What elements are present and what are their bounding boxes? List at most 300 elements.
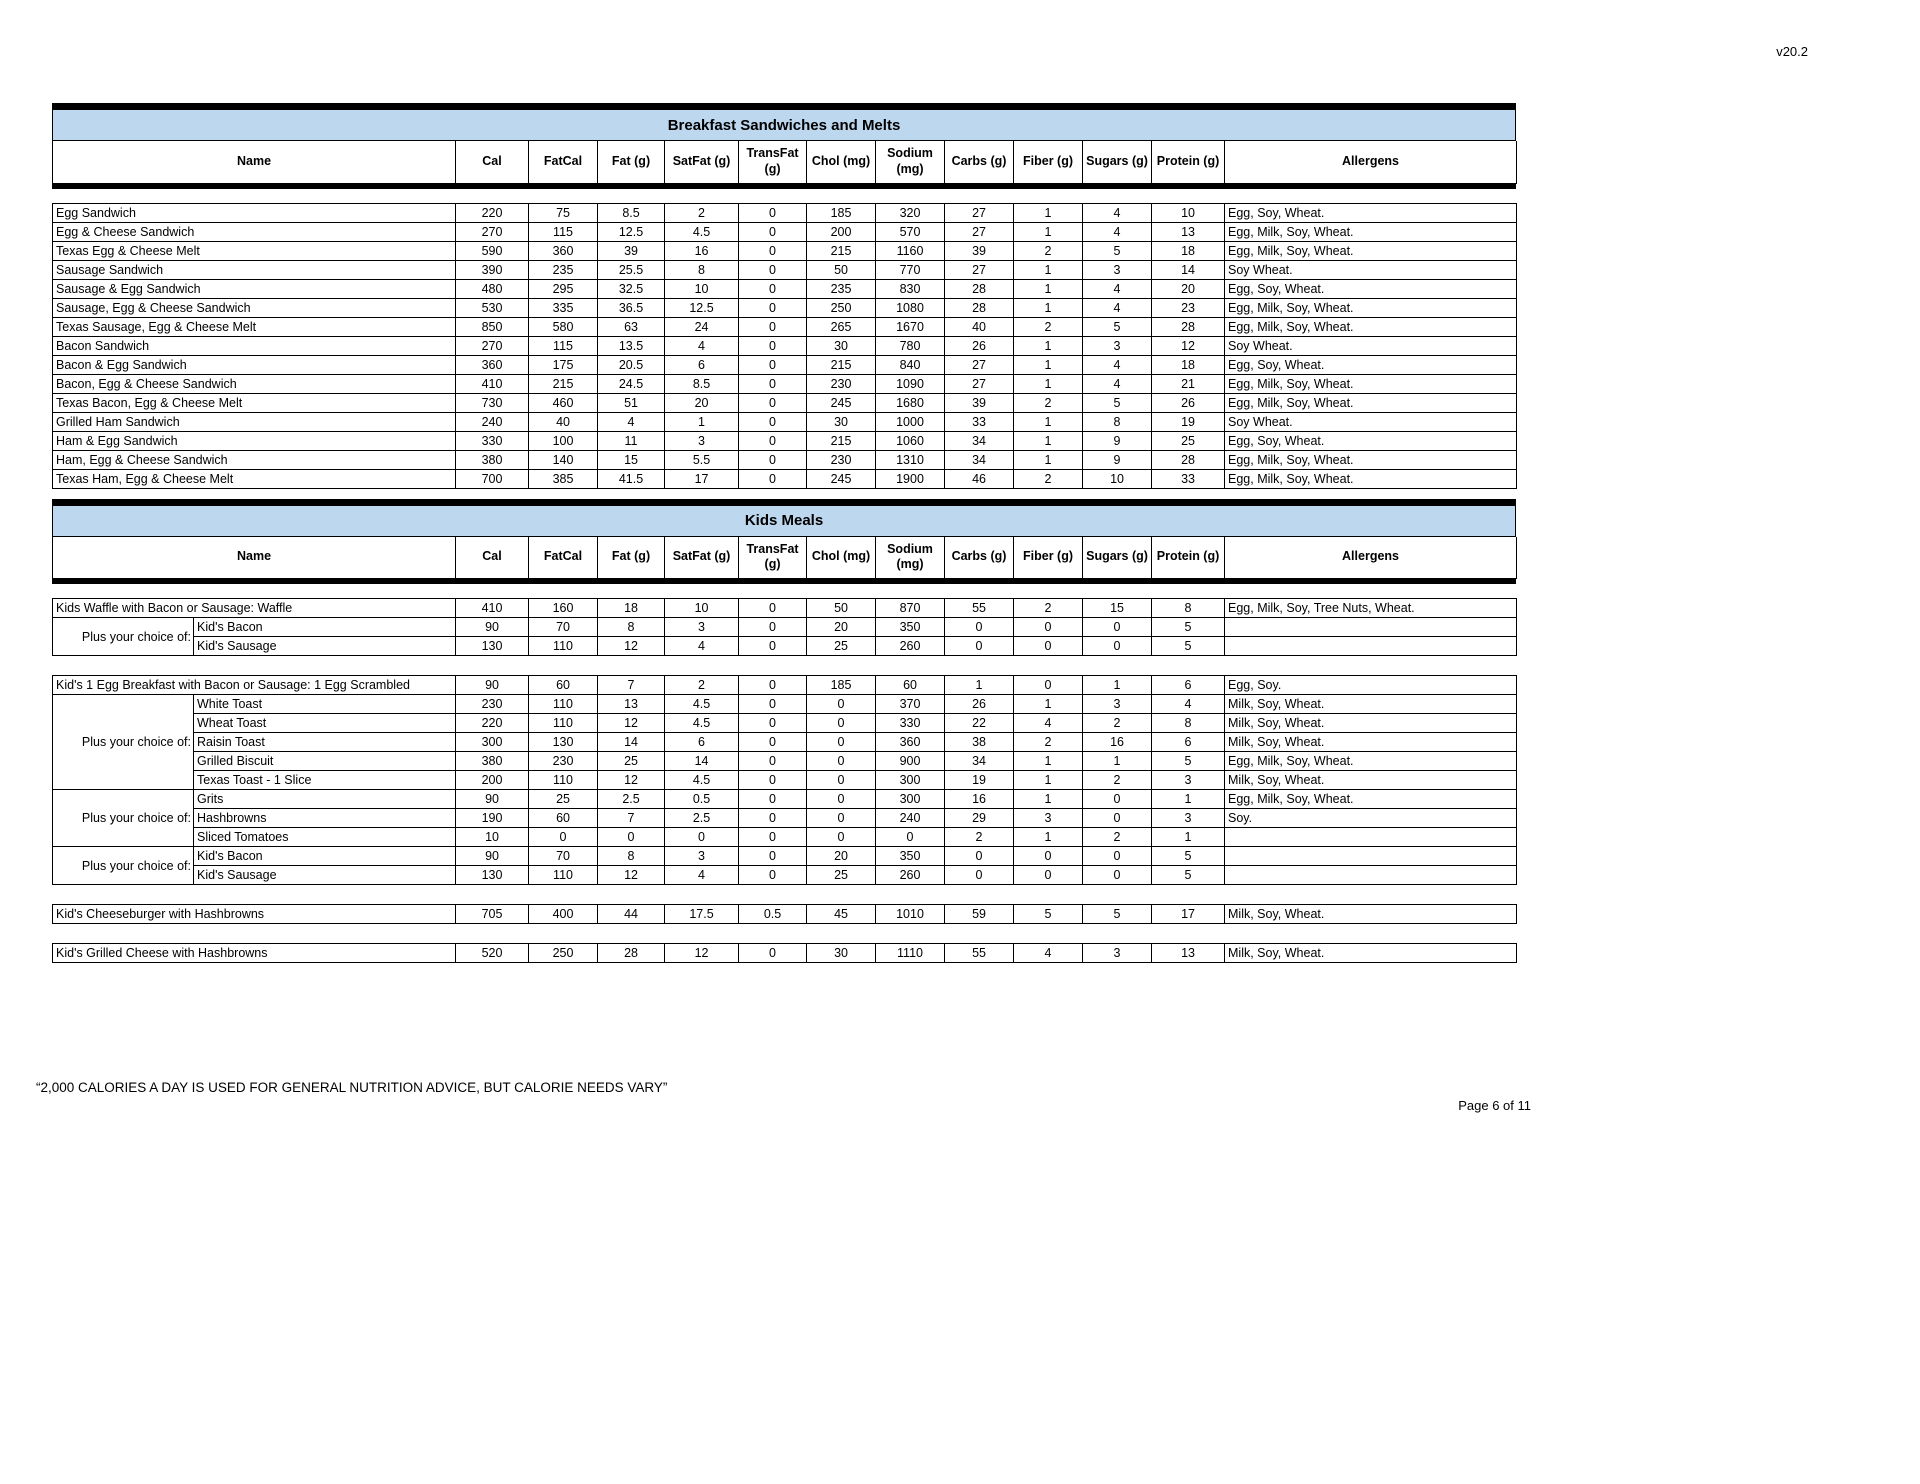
value-cell: 160 [529, 599, 598, 618]
value-cell: 0 [739, 847, 807, 866]
allergens-cell: Soy Wheat. [1225, 412, 1517, 431]
value-cell: 0 [1083, 809, 1152, 828]
value-cell: 0 [739, 374, 807, 393]
value-cell: 2 [1083, 828, 1152, 847]
value-cell: 110 [529, 695, 598, 714]
value-cell: 2 [1014, 599, 1083, 618]
page-number: Page 6 of 11 [1458, 1098, 1531, 1113]
row-name-cell: Kid's 1 Egg Breakfast with Bacon or Sausage: 1 Egg Scrambled [53, 676, 456, 695]
column-header: Sugars (g) [1083, 141, 1152, 183]
column-header: Chol (mg) [807, 537, 876, 579]
value-cell: 270 [456, 336, 529, 355]
value-cell: 27 [945, 203, 1014, 222]
value-cell: 410 [456, 599, 529, 618]
table-row [53, 374, 1517, 393]
value-cell: 460 [529, 393, 598, 412]
value-cell: 10 [665, 279, 739, 298]
column-header: Allergens [1225, 537, 1517, 579]
value-cell: 4.5 [665, 222, 739, 241]
group-label-cell: Plus your choice of: [53, 847, 194, 885]
value-cell: 370 [876, 695, 945, 714]
table-row [53, 790, 1517, 809]
value-cell: 25 [1152, 431, 1225, 450]
value-cell: 28 [945, 279, 1014, 298]
row-name-cell: Raisin Toast [194, 733, 456, 752]
row-name-cell: Texas Bacon, Egg & Cheese Melt [53, 393, 456, 412]
allergens-cell [1225, 618, 1517, 637]
row-name-cell: Kid's Sausage [194, 866, 456, 885]
value-cell: 1900 [876, 469, 945, 488]
value-cell: 1080 [876, 298, 945, 317]
allergens-cell [1225, 637, 1517, 656]
value-cell: 0 [739, 393, 807, 412]
version-label: v20.2 [1776, 44, 1808, 59]
value-cell: 16 [665, 241, 739, 260]
allergens-cell: Egg, Soy, Wheat. [1225, 203, 1517, 222]
value-cell: 130 [529, 733, 598, 752]
value-cell: 0 [739, 431, 807, 450]
value-cell: 17 [665, 469, 739, 488]
value-cell: 8 [1152, 714, 1225, 733]
value-cell: 39 [945, 393, 1014, 412]
table-row [53, 298, 1517, 317]
value-cell: 780 [876, 336, 945, 355]
value-cell: 34 [945, 450, 1014, 469]
row-name-cell: Bacon Sandwich [53, 336, 456, 355]
value-cell: 20 [1152, 279, 1225, 298]
value-cell: 70 [529, 847, 598, 866]
divider-top [52, 103, 1516, 110]
allergens-cell: Milk, Soy, Wheat. [1225, 771, 1517, 790]
value-cell: 0 [739, 944, 807, 963]
column-header: Fat (g) [598, 537, 665, 579]
column-header: Carbs (g) [945, 141, 1014, 183]
value-cell: 18 [1152, 241, 1225, 260]
value-cell: 5 [1083, 393, 1152, 412]
value-cell: 38 [945, 733, 1014, 752]
value-cell: 300 [876, 771, 945, 790]
row-name-cell: Kid's Sausage [194, 637, 456, 656]
column-header: SatFat (g) [665, 537, 739, 579]
value-cell: 215 [807, 431, 876, 450]
value-cell: 250 [529, 944, 598, 963]
column-header: SatFat (g) [665, 141, 739, 183]
value-cell: 26 [945, 336, 1014, 355]
value-cell: 0 [1083, 847, 1152, 866]
value-cell: 27 [945, 355, 1014, 374]
column-header: Sodium (mg) [876, 141, 945, 183]
value-cell: 260 [876, 866, 945, 885]
breakfast-table-title: Breakfast Sandwiches and Melts [52, 110, 1516, 141]
value-cell: 1090 [876, 374, 945, 393]
value-cell: 32.5 [598, 279, 665, 298]
value-cell: 705 [456, 905, 529, 924]
value-cell: 0 [807, 828, 876, 847]
value-cell: 2 [1014, 241, 1083, 260]
value-cell: 0 [1083, 637, 1152, 656]
value-cell: 0 [739, 241, 807, 260]
value-cell: 1310 [876, 450, 945, 469]
row-name-cell: Sliced Tomatoes [194, 828, 456, 847]
column-header: Cal [456, 141, 529, 183]
value-cell: 44 [598, 905, 665, 924]
group-label-cell: Plus your choice of: [53, 790, 194, 847]
value-cell: 30 [807, 412, 876, 431]
value-cell: 6 [665, 733, 739, 752]
value-cell: 40 [945, 317, 1014, 336]
value-cell: 39 [598, 241, 665, 260]
value-cell: 0 [665, 828, 739, 847]
value-cell: 385 [529, 469, 598, 488]
kids-data-table [52, 943, 1517, 963]
column-header: Fiber (g) [1014, 141, 1083, 183]
value-cell: 2.5 [598, 790, 665, 809]
header-row [53, 537, 1517, 579]
group-label-cell: Plus your choice of: [53, 695, 194, 790]
value-cell: 90 [456, 676, 529, 695]
value-cell: 1 [1083, 676, 1152, 695]
value-cell: 12 [665, 944, 739, 963]
allergens-cell: Soy Wheat. [1225, 336, 1517, 355]
value-cell: 13 [1152, 222, 1225, 241]
value-cell: 10 [665, 599, 739, 618]
value-cell: 1 [945, 676, 1014, 695]
value-cell: 0 [739, 336, 807, 355]
row-name-cell: Texas Ham, Egg & Cheese Melt [53, 469, 456, 488]
column-header: TransFat (g) [739, 141, 807, 183]
value-cell: 175 [529, 355, 598, 374]
value-cell: 0 [807, 695, 876, 714]
value-cell: 0 [739, 450, 807, 469]
value-cell: 410 [456, 374, 529, 393]
allergens-cell: Soy Wheat. [1225, 260, 1517, 279]
allergens-cell [1225, 847, 1517, 866]
value-cell: 18 [1152, 355, 1225, 374]
value-cell: 34 [945, 431, 1014, 450]
value-cell: 130 [456, 637, 529, 656]
column-header: Carbs (g) [945, 537, 1014, 579]
value-cell: 33 [1152, 469, 1225, 488]
value-cell: 590 [456, 241, 529, 260]
value-cell: 26 [945, 695, 1014, 714]
value-cell: 220 [456, 714, 529, 733]
value-cell: 19 [945, 771, 1014, 790]
row-name-cell: Texas Sausage, Egg & Cheese Melt [53, 317, 456, 336]
value-cell: 350 [876, 618, 945, 637]
value-cell: 13 [598, 695, 665, 714]
value-cell: 25.5 [598, 260, 665, 279]
value-cell: 10 [456, 828, 529, 847]
value-cell: 110 [529, 866, 598, 885]
value-cell: 1 [1014, 374, 1083, 393]
row-name-cell: Ham & Egg Sandwich [53, 431, 456, 450]
row-name-cell: Grits [194, 790, 456, 809]
value-cell: 24 [665, 317, 739, 336]
value-cell: 570 [876, 222, 945, 241]
allergens-cell: Egg, Milk, Soy, Wheat. [1225, 317, 1517, 336]
value-cell: 29 [945, 809, 1014, 828]
value-cell: 0 [1014, 676, 1083, 695]
value-cell: 0 [739, 752, 807, 771]
value-cell: 185 [807, 203, 876, 222]
value-cell: 0 [1083, 618, 1152, 637]
breakfast-sandwiches-section [52, 103, 1516, 489]
value-cell: 230 [529, 752, 598, 771]
breakfast-data-table [52, 203, 1517, 489]
value-cell: 1 [665, 412, 739, 431]
value-cell: 380 [456, 752, 529, 771]
value-cell: 7 [598, 809, 665, 828]
value-cell: 12 [598, 637, 665, 656]
value-cell: 40 [529, 412, 598, 431]
spacer [52, 584, 1516, 598]
value-cell: 1 [1014, 752, 1083, 771]
value-cell: 1 [1014, 771, 1083, 790]
value-cell: 1 [1014, 298, 1083, 317]
column-header: Name [53, 141, 456, 183]
column-header: TransFat (g) [739, 537, 807, 579]
value-cell: 4 [1083, 279, 1152, 298]
value-cell: 0 [1083, 866, 1152, 885]
value-cell: 850 [456, 317, 529, 336]
value-cell: 14 [1152, 260, 1225, 279]
table-row [53, 336, 1517, 355]
value-cell: 1 [1014, 336, 1083, 355]
value-cell: 0 [1014, 847, 1083, 866]
value-cell: 1 [1014, 412, 1083, 431]
value-cell: 12.5 [665, 298, 739, 317]
value-cell: 0 [739, 637, 807, 656]
value-cell: 25 [529, 790, 598, 809]
value-cell: 270 [456, 222, 529, 241]
value-cell: 830 [876, 279, 945, 298]
value-cell: 1 [1014, 790, 1083, 809]
value-cell: 6 [1152, 676, 1225, 695]
value-cell: 9 [1083, 450, 1152, 469]
value-cell: 1 [1014, 695, 1083, 714]
column-header: Chol (mg) [807, 141, 876, 183]
value-cell: 6 [1152, 733, 1225, 752]
value-cell: 18 [598, 599, 665, 618]
value-cell: 0 [807, 790, 876, 809]
value-cell: 530 [456, 298, 529, 317]
value-cell: 400 [529, 905, 598, 924]
value-cell: 235 [529, 260, 598, 279]
table-row [53, 431, 1517, 450]
value-cell: 5 [1014, 905, 1083, 924]
value-cell: 240 [876, 809, 945, 828]
value-cell: 250 [807, 298, 876, 317]
value-cell: 0 [1083, 790, 1152, 809]
value-cell: 4 [1014, 714, 1083, 733]
allergens-cell: Egg, Soy, Wheat. [1225, 355, 1517, 374]
row-name-cell: Grilled Ham Sandwich [53, 412, 456, 431]
value-cell: 3 [1083, 260, 1152, 279]
value-cell: 0 [739, 222, 807, 241]
kids-header-table [52, 537, 1517, 580]
value-cell: 0 [1014, 866, 1083, 885]
value-cell: 12 [1152, 336, 1225, 355]
value-cell: 10 [1083, 469, 1152, 488]
value-cell: 1 [1014, 279, 1083, 298]
allergens-cell: Egg, Milk, Soy, Wheat. [1225, 450, 1517, 469]
value-cell: 4 [665, 637, 739, 656]
value-cell: 0 [807, 733, 876, 752]
allergens-cell: Milk, Soy, Wheat. [1225, 905, 1517, 924]
table-row [53, 771, 1517, 790]
allergens-cell: Soy. [1225, 809, 1517, 828]
value-cell: 190 [456, 809, 529, 828]
value-cell: 16 [1083, 733, 1152, 752]
table-row [53, 676, 1517, 695]
value-cell: 4 [1083, 374, 1152, 393]
value-cell: 215 [807, 241, 876, 260]
value-cell: 0 [739, 676, 807, 695]
spacer [52, 189, 1516, 203]
value-cell: 1010 [876, 905, 945, 924]
value-cell: 0 [739, 828, 807, 847]
allergens-cell: Egg, Milk, Soy, Wheat. [1225, 790, 1517, 809]
value-cell: 8 [665, 260, 739, 279]
value-cell: 13.5 [598, 336, 665, 355]
row-name-cell: Sausage, Egg & Cheese Sandwich [53, 298, 456, 317]
value-cell: 0 [739, 695, 807, 714]
value-cell: 4 [665, 866, 739, 885]
value-cell: 0 [739, 260, 807, 279]
value-cell: 4 [1152, 695, 1225, 714]
value-cell: 200 [456, 771, 529, 790]
value-cell: 520 [456, 944, 529, 963]
value-cell: 3 [1083, 695, 1152, 714]
value-cell: 330 [876, 714, 945, 733]
column-header: Sodium (mg) [876, 537, 945, 579]
table-row [53, 618, 1517, 637]
value-cell: 16 [945, 790, 1014, 809]
value-cell: 4 [1083, 298, 1152, 317]
value-cell: 12 [598, 866, 665, 885]
allergens-cell: Milk, Soy, Wheat. [1225, 695, 1517, 714]
value-cell: 15 [598, 450, 665, 469]
value-cell: 230 [807, 374, 876, 393]
value-cell: 15 [1083, 599, 1152, 618]
value-cell: 30 [807, 944, 876, 963]
value-cell: 265 [807, 317, 876, 336]
table-row [53, 203, 1517, 222]
value-cell: 25 [598, 752, 665, 771]
column-header: Allergens [1225, 141, 1517, 183]
value-cell: 5 [1083, 241, 1152, 260]
allergens-cell: Egg, Milk, Soy, Tree Nuts, Wheat. [1225, 599, 1517, 618]
value-cell: 60 [529, 809, 598, 828]
kids-data-table [52, 904, 1517, 924]
value-cell: 25 [807, 637, 876, 656]
kids-meals-section [52, 499, 1516, 964]
kids-data-table [52, 598, 1517, 656]
value-cell: 20 [807, 618, 876, 637]
value-cell: 0 [739, 599, 807, 618]
value-cell: 480 [456, 279, 529, 298]
value-cell: 5 [1152, 866, 1225, 885]
value-cell: 5 [1152, 752, 1225, 771]
value-cell: 350 [876, 847, 945, 866]
value-cell: 8 [1083, 412, 1152, 431]
allergens-cell: Egg, Milk, Soy, Wheat. [1225, 469, 1517, 488]
value-cell: 3 [1014, 809, 1083, 828]
table-row [53, 866, 1517, 885]
value-cell: 14 [665, 752, 739, 771]
value-cell: 8 [598, 618, 665, 637]
value-cell: 12 [598, 771, 665, 790]
row-name-cell: Wheat Toast [194, 714, 456, 733]
value-cell: 20 [665, 393, 739, 412]
footer-note: “2,000 CALORIES A DAY IS USED FOR GENERAL NUTRITION ADVICE, BUT CALORIE NEEDS VARY” [36, 1080, 668, 1095]
value-cell: 5 [1083, 905, 1152, 924]
table-row [53, 317, 1517, 336]
value-cell: 1670 [876, 317, 945, 336]
value-cell: 300 [876, 790, 945, 809]
value-cell: 130 [456, 866, 529, 885]
value-cell: 380 [456, 450, 529, 469]
row-name-cell: Hashbrowns [194, 809, 456, 828]
row-name-cell: Kid's Bacon [194, 847, 456, 866]
allergens-cell: Milk, Soy, Wheat. [1225, 733, 1517, 752]
table-row [53, 469, 1517, 488]
table-row [53, 279, 1517, 298]
value-cell: 27 [945, 260, 1014, 279]
value-cell: 1 [1083, 752, 1152, 771]
value-cell: 50 [807, 260, 876, 279]
value-cell: 70 [529, 618, 598, 637]
table-row [53, 733, 1517, 752]
value-cell: 0 [945, 637, 1014, 656]
table-row [53, 905, 1517, 924]
value-cell: 0 [529, 828, 598, 847]
value-cell: 2 [1014, 393, 1083, 412]
value-cell: 60 [529, 676, 598, 695]
value-cell: 0 [945, 847, 1014, 866]
value-cell: 1110 [876, 944, 945, 963]
kids-table-title: Kids Meals [52, 506, 1516, 537]
value-cell: 46 [945, 469, 1014, 488]
value-cell: 2 [665, 676, 739, 695]
value-cell: 50 [807, 599, 876, 618]
value-cell: 1 [1014, 260, 1083, 279]
column-header: Name [53, 537, 456, 579]
value-cell: 8 [1152, 599, 1225, 618]
column-header: FatCal [529, 141, 598, 183]
value-cell: 4.5 [665, 771, 739, 790]
allergens-cell: Egg, Soy, Wheat. [1225, 279, 1517, 298]
column-header: Cal [456, 537, 529, 579]
value-cell: 0 [876, 828, 945, 847]
value-cell: 0 [1014, 618, 1083, 637]
value-cell: 300 [456, 733, 529, 752]
value-cell: 1 [1014, 828, 1083, 847]
value-cell: 3 [665, 618, 739, 637]
value-cell: 335 [529, 298, 598, 317]
value-cell: 25 [807, 866, 876, 885]
spacer [52, 885, 1516, 904]
breakfast-header-table [52, 141, 1517, 184]
value-cell: 12 [598, 714, 665, 733]
value-cell: 320 [876, 203, 945, 222]
value-cell: 20 [807, 847, 876, 866]
value-cell: 24.5 [598, 374, 665, 393]
table-row [53, 637, 1517, 656]
value-cell: 4 [598, 412, 665, 431]
table-row [53, 828, 1517, 847]
column-header: Fiber (g) [1014, 537, 1083, 579]
